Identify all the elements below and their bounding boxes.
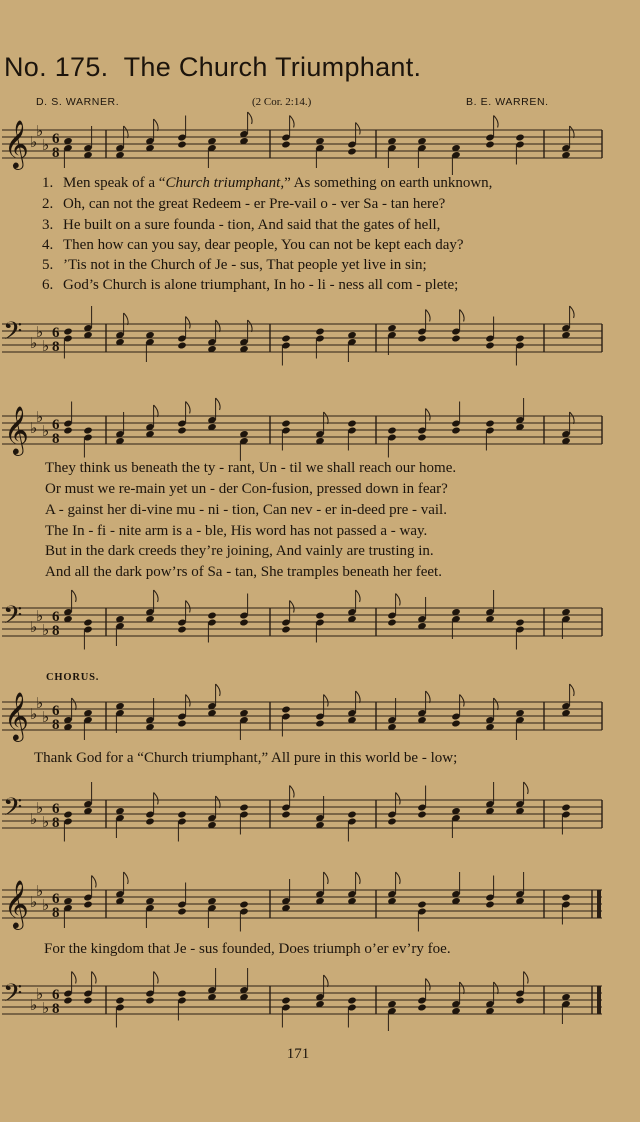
note-flag [426,691,431,703]
note-head [515,996,525,1004]
time-signature: 8 [52,905,60,921]
treble-staff [0,684,640,748]
flat-sign: ♭ [42,999,50,1017]
time-signature: 8 [52,717,60,733]
note-head [281,996,291,1004]
note-head [485,341,495,349]
verse-line: 4. Then how can you say, dear people, You can not be kept each day? [42,237,464,253]
flat-sign: ♭ [36,694,44,712]
flat-sign: ♭ [36,882,44,900]
time-signature: 8 [52,1001,60,1017]
time-signature: 8 [52,431,60,447]
note-flag [570,306,575,318]
note-head [347,996,357,1004]
note-head [515,618,525,626]
note-flag [290,116,295,128]
treble-clef: 𝄞 [4,119,29,168]
note-flag [396,793,401,805]
flat-sign: ♭ [30,893,38,911]
note-flag [216,398,221,410]
note-flag [248,320,253,332]
note-head [515,334,525,342]
note-head [485,419,495,427]
note-flag [216,684,221,696]
note-flag [324,872,329,884]
note-flag [72,698,77,710]
flat-sign: ♭ [30,419,38,437]
note-flag [356,691,361,703]
treble-staff [0,398,640,462]
note-flag [570,684,575,696]
note-flag [154,793,159,805]
note-flag [494,982,499,994]
note-head [387,618,397,626]
bass-staff [0,968,640,1032]
time-signature: 6 [52,131,60,147]
flat-sign: ♭ [42,621,50,639]
verse-line: 6. God’s Church is alone triumphant, In ho - li - ness all com - plete; [42,277,459,293]
note-head [281,625,291,633]
flat-sign: ♭ [42,422,50,440]
note-flag [92,972,97,984]
note-flag [524,972,529,984]
note-head [145,996,155,1004]
verse-line: And all the dark pow’rs of Sa - tan, She tramples beneath her feet. [45,564,442,580]
note-flag [154,405,159,417]
flat-sign: ♭ [30,705,38,723]
note-head [63,810,73,818]
flat-sign: ♭ [42,136,50,154]
note-head [485,900,495,908]
composer-credit: B. E. WARREN. [466,96,549,108]
verse-line: But in the dark creeds they’re joining, And vainly are trusting in. [45,543,434,559]
note-head [63,327,73,335]
note-flag [324,695,329,707]
time-signature: 6 [52,703,60,719]
note-flag [460,695,465,707]
note-flag [570,126,575,138]
note-head [145,817,155,825]
note-head [239,803,249,811]
flat-sign: ♭ [30,810,38,828]
flat-sign: ♭ [42,896,50,914]
hymn-title: The Church Triumphant. [123,52,422,82]
chorus-line: Thank God for a “Church triumphant,” All pure in this world be - low; [34,750,458,766]
note-flag [92,876,97,888]
note-flag [124,313,129,325]
note-flag [154,590,159,602]
note-flag [290,601,295,613]
note-flag [426,409,431,421]
note-flag [396,872,401,884]
note-head [177,426,187,434]
flat-sign: ♭ [30,334,38,352]
note-head [177,810,187,818]
note-head [315,719,325,727]
treble-staff [0,112,640,176]
bass-staff [0,590,640,654]
verse-line: A - gainst her di-vine mu - ni - tion, Can nev - er in-deed pre - vail. [45,502,447,518]
note-flag [426,310,431,322]
note-head [177,989,187,997]
note-head [347,147,357,155]
note-flag [494,698,499,710]
note-head [315,327,325,335]
note-head [239,618,249,626]
time-signature: 6 [52,609,60,625]
verse-line: 5. ’Tis not in the Church of Je - sus, That people yet live in sin; [42,257,427,273]
note-head [281,140,291,148]
note-head [417,810,427,818]
note-head [177,140,187,148]
note-head [207,611,217,619]
note-flag [216,796,221,808]
flat-sign: ♭ [42,813,50,831]
note-flag [356,123,361,135]
note-flag [460,310,465,322]
note-flag [524,782,529,794]
note-head [177,907,187,915]
time-signature: 8 [52,815,60,831]
note-head [451,334,461,342]
note-head [177,719,187,727]
note-flag [324,412,329,424]
note-flag [154,972,159,984]
hymn-title-line [4,52,640,83]
note-flag [154,119,159,131]
note-flag [186,601,191,613]
note-head [83,996,93,1004]
note-head [417,433,427,441]
note-flag [72,972,77,984]
note-flag [570,412,575,424]
scripture-reference: (2 Cor. 2:14.) [252,96,312,108]
time-signature: 6 [52,987,60,1003]
note-flag [494,116,499,128]
note-head [515,133,525,141]
note-flag [356,872,361,884]
note-head [387,426,397,434]
note-head [83,900,93,908]
note-head [485,140,495,148]
note-head [63,426,73,434]
note-head [281,810,291,818]
note-flag [396,594,401,606]
note-head [177,341,187,349]
chorus-label: CHORUS. [46,672,100,683]
note-head [315,611,325,619]
treble-clef: 𝄞 [4,691,29,740]
note-head [561,803,571,811]
flat-sign: ♭ [36,799,44,817]
note-flag [216,320,221,332]
bass-clef: 𝄢 [3,979,23,1014]
verse-line: They think us beneath the ty - rant, Un - til we shall reach our home. [45,460,457,476]
note-head [417,1003,427,1011]
flat-sign: ♭ [36,122,44,140]
note-flag [248,112,253,124]
note-head [417,334,427,342]
note-head [281,334,291,342]
flat-sign: ♭ [42,708,50,726]
note-flag [72,590,77,602]
time-signature: 8 [52,623,60,639]
note-flag [290,786,295,798]
note-head [83,426,93,434]
flat-sign: ♭ [36,323,44,341]
flat-sign: ♭ [30,996,38,1014]
note-head [417,900,427,908]
note-head [63,996,73,1004]
bass-staff [0,782,640,846]
note-flag [324,975,329,987]
flat-sign: ♭ [42,337,50,355]
time-signature: 6 [52,325,60,341]
flat-sign: ♭ [36,607,44,625]
note-flag [356,590,361,602]
flat-sign: ♭ [36,408,44,426]
treble-clef: 𝄞 [4,405,29,454]
note-flag [186,317,191,329]
page-number: 171 [286,1046,310,1062]
flat-sign: ♭ [36,985,44,1003]
flat-sign: ♭ [30,133,38,151]
note-head [451,719,461,727]
verse-line: 2. Oh, can not the great Redeem - er Pre-vail o - ver Sa - tan here? [42,196,446,212]
note-flag [426,979,431,991]
flat-sign: ♭ [30,618,38,636]
note-flag [186,402,191,414]
treble-clef: 𝄞 [4,879,29,928]
note-head [115,996,125,1004]
verse-line: 3. He built on a sure founda - tion, And said that the gates of hell, [42,217,441,233]
note-head [387,817,397,825]
note-head [281,705,291,713]
time-signature: 6 [52,801,60,817]
note-flag [124,872,129,884]
note-head [347,810,357,818]
bass-clef: 𝄢 [3,601,23,636]
hymn-number: No. 175. [4,52,109,82]
note-head [239,900,249,908]
verse-line: 1. Men speak of a “Church triumphant,” As something on earth unknown, [42,175,493,191]
time-signature: 6 [52,417,60,433]
time-signature: 8 [52,145,60,161]
lyricist-credit: D. S. WARNER. [36,96,120,108]
bass-clef: 𝄢 [3,317,23,352]
bass-clef: 𝄢 [3,793,23,828]
note-flag [124,126,129,138]
bass-staff [0,306,640,370]
time-signature: 8 [52,339,60,355]
note-head [347,419,357,427]
note-flag [460,982,465,994]
note-head [451,426,461,434]
note-flag [186,695,191,707]
chorus-line: For the kingdom that Je - sus founded, Does triumph o’er ev’ry foe. [44,941,451,957]
verse-line: Or must we re-main yet un - der Con-fusion, pressed down in fear? [45,481,448,497]
note-head [561,893,571,901]
note-head [177,625,187,633]
time-signature: 6 [52,891,60,907]
verse-line: The In - fi - nite arm is a - ble, His word has not passed a - way. [45,523,428,539]
note-head [83,618,93,626]
note-head [281,419,291,427]
treble-staff [0,872,640,936]
